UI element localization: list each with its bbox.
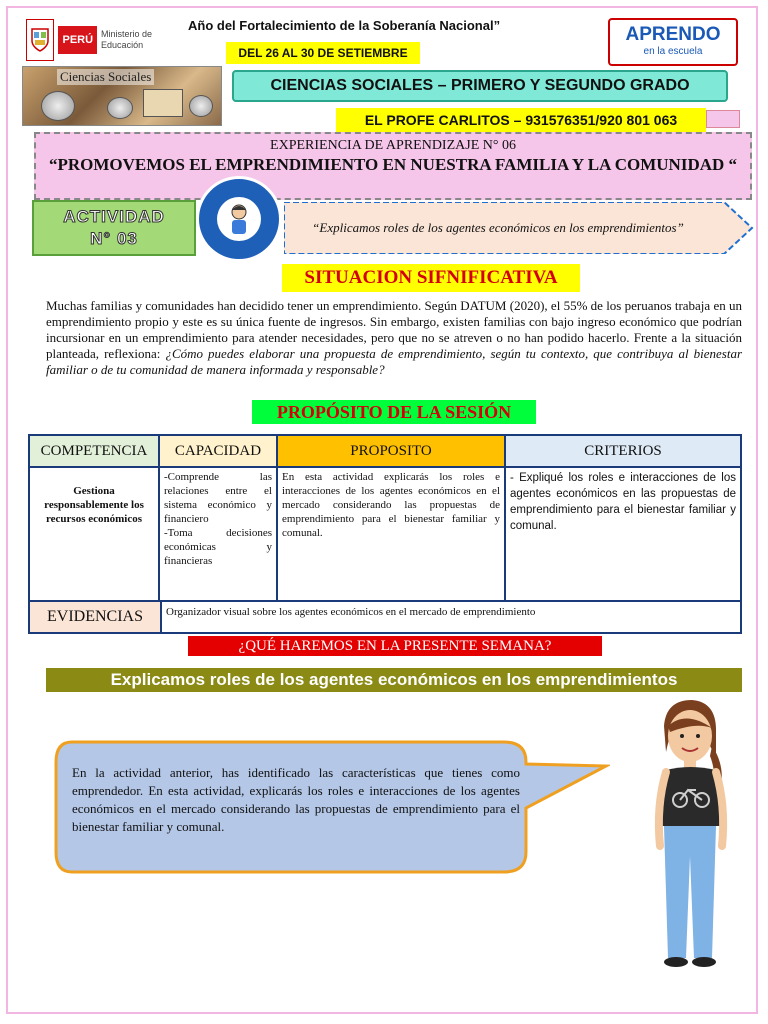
explicamos-banner: Explicamos roles de los agentes económicos en los emprendimientos	[46, 668, 742, 692]
coin-icon	[41, 91, 75, 121]
situacion-title: SITUACION SIFNIFICATIVA	[282, 264, 580, 292]
semana-title: ¿QUÉ HAREMOS EN LA PRESENTE SEMANA?	[188, 636, 602, 656]
header-competencia: COMPETENCIA	[30, 436, 160, 468]
peru-label: PERÚ	[58, 26, 97, 54]
situacion-question: ¿Cómo puedes elaborar una propuesta de emprendimiento, según tu contexto, que contribuya al bienestar familiar o de tu comunidad de manera informada y responsable?	[46, 346, 743, 377]
aprendo-logo	[608, 18, 738, 66]
activity-label-box	[32, 200, 196, 256]
activity-title: “Explicamos roles de los agentes económicos en los emprendimientos”	[312, 220, 684, 235]
student-girl-illustration	[636, 696, 740, 972]
session-table	[28, 434, 742, 634]
peru-shield-icon	[26, 19, 54, 61]
teacher-avatar-icon	[217, 197, 261, 241]
header-capacidad: CAPACIDAD	[160, 436, 278, 468]
coin-icon	[189, 95, 213, 117]
evidencias-label: EVIDENCIAS	[30, 602, 162, 632]
experience-title: “PROMOVEMOS EL EMPRENDIMIENTO EN NUESTRA FAMILIA Y LA COMUNIDAD “	[48, 155, 738, 174]
header-proposito: PROPOSITO	[278, 436, 506, 468]
bubble-text: En la actividad anterior, has identificado las características que tienes como emprendedor. En esta actividad, explicarás los roles e interacciones de los agentes económicos en el mercado considerando las propuestas de emprendimiento para el bienestar familiar y comunal.	[72, 765, 520, 834]
situacion-text	[46, 298, 742, 378]
minedu-logo	[26, 18, 154, 62]
cell-capacidad: -Comprende las relaciones entre el sistema económico y financiero -Toma decisiones económicas y financieras	[160, 468, 278, 600]
experience-number: EXPERIENCIA DE APRENDIZAJE N° 06	[270, 138, 516, 153]
ministry-label: Ministerio de Educación	[101, 29, 153, 50]
experience-box	[34, 132, 752, 200]
decorative-tab	[706, 110, 740, 128]
date-banner: DEL 26 AL 30 DE SETIEMBRE	[226, 42, 420, 64]
ciencias-sociales-image	[22, 66, 222, 126]
aprendo-title: APRENDO	[625, 24, 721, 45]
aprendo-subtitle: en la escuela	[643, 46, 703, 57]
image-label: Ciencias Sociales	[57, 69, 154, 85]
evidencias-text: Organizador visual sobre los agentes económicos en el mercado de emprendimiento	[166, 606, 536, 618]
activity-number: N° 03	[90, 229, 138, 248]
proposito-title: PROPÓSITO DE LA SESIÓN	[252, 400, 536, 424]
cell-competencia: Gestiona responsablemente los recursos económicos	[30, 468, 160, 600]
cell-proposito: En esta actividad explicarás los roles e interacciones de los agentes económicos en el mercado considerando las propuestas de emprendimiento para el bienestar familiar y comunal.	[278, 468, 506, 600]
teacher-banner: EL PROFE CARLITOS – 931576351/920 801 063	[336, 108, 706, 132]
activity-label: ACTIVIDAD	[63, 207, 165, 226]
header-criterios: CRITERIOS	[506, 436, 740, 468]
course-grade-banner: CIENCIAS SOCIALES – PRIMERO Y SEGUNDO GRADO	[232, 70, 728, 102]
situacion-body: Muchas familias y comunidades han decidido tener un emprendimiento. Según DATUM (2020), el 55% de los peruanos trabaja en un emprendimiento propio y este es su única fuente de ingresos. Sin embargo, existen familias con bajo ingreso económico que podrían incursionar en un emprendimiento para atender necesidades, pero que no se atreven o no han podido hacerlo. Frente a la situación planteada, reflexiona:	[46, 298, 742, 361]
cell-criterios: - Expliqué los roles e interacciones de los agentes económicos en las propuestas de emprendimiento para el bienestar familiar y comunal.	[510, 472, 736, 532]
profe-carlitos-badge	[196, 176, 282, 262]
coin-icon	[107, 97, 133, 119]
banknote-icon	[143, 89, 183, 117]
evidencias-row	[30, 600, 740, 634]
year-title: Año del Fortalecimiento de la Soberanía Nacional”	[188, 18, 501, 33]
